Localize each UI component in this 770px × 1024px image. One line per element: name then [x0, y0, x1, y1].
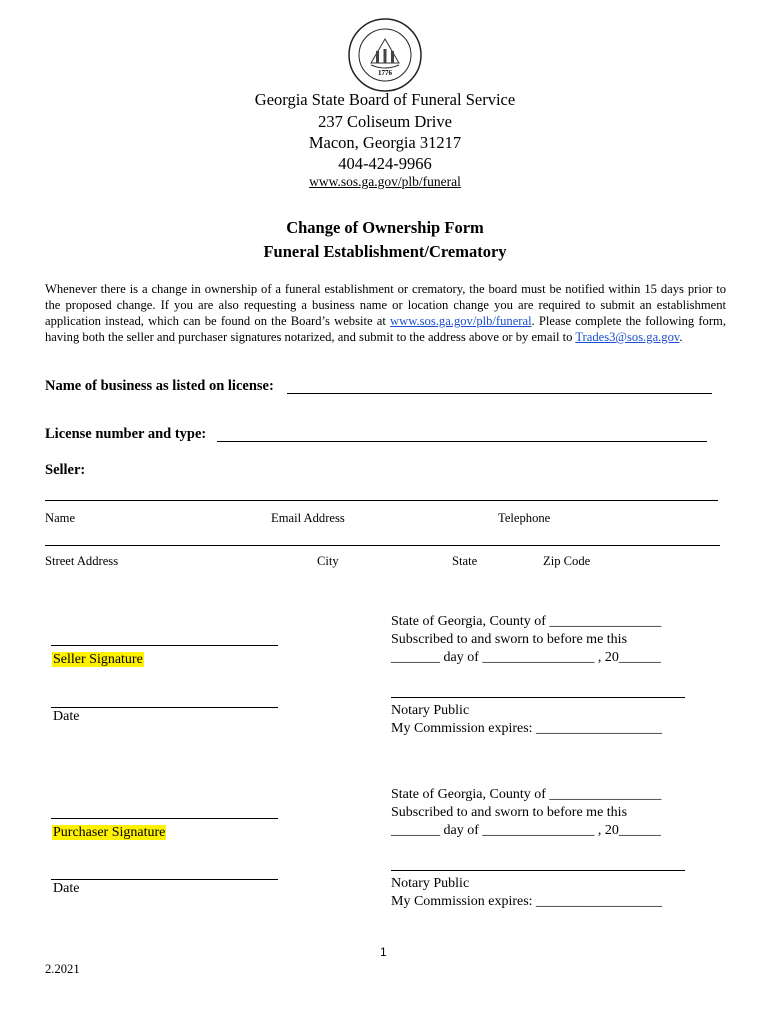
intro-text-3: .: [679, 330, 683, 344]
form-title: Change of Ownership Form: [286, 218, 484, 237]
notary-county-1: State of Georgia, County of ________________: [391, 614, 662, 629]
address-line-2: Macon, Georgia 31217: [308, 133, 462, 152]
notary-sworn-1: Subscribed to and sworn to before me this: [391, 632, 628, 647]
state-label: State: [452, 554, 478, 568]
address-info-line[interactable]: [45, 529, 720, 546]
notary-expires-2: My Commission expires: __________________: [391, 894, 663, 909]
org-name: Georgia State Board of Funeral Service: [254, 90, 516, 109]
intro-text-2: . Please complete the following form, having both the seller and purchaser signatures notarized, and submit to the address above or by email to: [45, 314, 726, 344]
license-line[interactable]: [217, 425, 707, 442]
purchaser-date-line[interactable]: [51, 864, 278, 880]
intro-text-1: Whenever there is a change in ownership of a funeral establishment or crematory, the board must be notified within 15 days prior to the proposed change. If you are also requesting a business name or location change you are required to submit an establishment application instead, which can be found on the Board’s website at: [45, 282, 726, 328]
email-link[interactable]: Trades3@sos.ga.gov: [575, 330, 680, 344]
page-number: 1: [380, 945, 387, 959]
seller-info-line[interactable]: [45, 484, 718, 501]
license-label: License number and type:: [45, 426, 207, 442]
seller-date-label: Date: [53, 709, 80, 724]
street-label: Street Address: [45, 554, 119, 568]
city-label: City: [317, 554, 339, 568]
name-label: Name: [45, 511, 76, 525]
seller-date-line[interactable]: [51, 692, 278, 708]
notary-day-1: _______ day of ________________ , 20______: [391, 650, 661, 665]
form-subtitle: Funeral Establishment/Crematory: [263, 242, 507, 261]
telephone-label: Telephone: [498, 511, 551, 525]
business-name-label: Name of business as listed on license:: [45, 378, 274, 394]
purchaser-signature-label: Purchaser Signature: [53, 825, 166, 840]
phone: 404-424-9966: [338, 154, 432, 173]
notary-sworn-2: Subscribed to and sworn to before me this: [391, 805, 628, 820]
address-line-1: 237 Coliseum Drive: [318, 112, 452, 131]
purchaser-date-label: Date: [53, 881, 80, 896]
notary-county-2: State of Georgia, County of ________________: [391, 787, 662, 802]
seller-label: Seller:: [45, 462, 86, 478]
website-link[interactable]: www.sos.ga.gov/plb/funeral: [309, 174, 461, 189]
zip-label: Zip Code: [543, 554, 591, 568]
seller-signature-label: Seller Signature: [53, 652, 143, 667]
email-label: Email Address: [271, 511, 345, 525]
seal-year: 1776: [378, 69, 392, 77]
notary-signature-line-1[interactable]: [391, 682, 685, 698]
website-link-inline[interactable]: www.sos.ga.gov/plb/funeral: [390, 314, 532, 328]
form-version: 2.2021: [45, 962, 80, 976]
notary-expires-1: My Commission expires: __________________: [391, 721, 663, 736]
purchaser-signature-line[interactable]: [51, 803, 278, 819]
business-name-line[interactable]: [287, 377, 712, 394]
notary-signature-line-2[interactable]: [391, 855, 685, 871]
intro-paragraph: [45, 281, 726, 345]
notary-public-2: Notary Public: [391, 876, 470, 891]
notary-day-2: _______ day of ________________ , 20______: [391, 823, 661, 838]
notary-public-1: Notary Public: [391, 703, 470, 718]
seller-signature-line[interactable]: [51, 630, 278, 646]
state-seal: [347, 17, 423, 93]
